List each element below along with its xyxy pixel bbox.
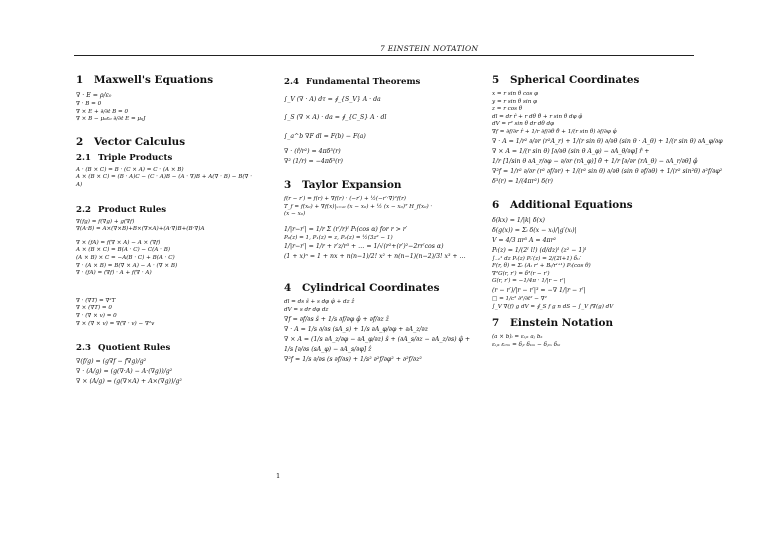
equation-line: δ³(r) = 1/(4πr²) δ(r) (492, 177, 553, 185)
section-heading: 3 Taylor Expansion (284, 179, 402, 191)
column-2 (284, 74, 480, 365)
equation-line: V = 4/3 πr³ A = 4πr² (492, 236, 557, 244)
column-3 (492, 74, 723, 349)
equation-line: ∇²G(r, r′) = δ³(r − r′) (492, 270, 550, 277)
section-heading: 4 Cylindrical Coordinates (284, 282, 440, 295)
subsection-heading: 2.1 Triple Products (76, 152, 173, 163)
equation-line: ∇ × B − μ₀ε₀ ∂/∂t E = μ₀J (76, 116, 146, 123)
equation-line: ∇ · (∇T) = ∇²T (76, 297, 116, 304)
equation-line: ∇ × (∇ × v) = ∇(∇ · v) − ∇²v (76, 320, 155, 327)
section-heading: 7 Einstein Notation (492, 317, 613, 330)
equation-line: z = r cos θ (492, 106, 523, 113)
page-number: 1 (276, 472, 281, 480)
equation-line: P₀(z) = 1, P₁(z) = z, P₂(z) = ½(3z² − 1) (284, 234, 393, 241)
equation-line: ∇ × (A/g) = (g(∇×A) + A×(∇g))/g² (76, 378, 182, 386)
equation-line: δ(kx) = 1/|k| δ(x) (492, 216, 545, 224)
equation-line: ∇²f = 1/r² ∂/∂r (r² ∂f/∂r) + 1/(r² sin θ) ∂/∂θ (sin θ ∂f/∂θ) + 1/(r² sin²θ) ∂²f/∂φ² (492, 167, 723, 175)
equation-line: ∫_a^b ∇F dl = F(b) − F(a) (284, 133, 366, 140)
equation-line: y = r sin θ sin φ (492, 98, 537, 105)
subsection-heading: 2.2 Product Rules (76, 204, 167, 215)
equation-line: ∇² (1/r) = −4πδ³(r) (284, 158, 343, 165)
equation-line: T_f = f(x₀) + ∇f(x)|ₓ₌ₓ₀ (x − x₀) + ½ (x − x₀)ᵀ H_f(x₀) · (284, 203, 433, 210)
equation-line: 1/r [1/sin θ ∂A_r/∂φ − ∂/∂r (rA_φ)] θ̂ + 1/r [∂/∂r (rA_θ) − ∂A_r/∂θ] φ̂ (492, 157, 698, 165)
equation-line: ∫_V (∇ · A) dτ = ∮_{S_V} A · da (284, 96, 381, 103)
equation-line: ∇ · (∇ × v) = 0 (76, 312, 117, 319)
equation-line: ∫_V ∇(f) g dV = ∮_S f g n dS − ∫_V f∇(g) dV (492, 303, 614, 310)
equation-line: A × (B × C) = (B · A)C − (C · A)B − (A · ∇)B + A(∇ · B) − B(∇ · (76, 174, 253, 181)
equation-line: ∇ · B = 0 (76, 101, 102, 107)
equation-line: (A × B) × C = −A(B · C) + B(A · C) (76, 254, 175, 261)
running-header: 7 EINSTEIN NOTATION (380, 44, 479, 53)
equation-line: ∇ · A = 1/s ∂/∂s (sA_s) + 1/s ∂A_φ/∂φ + ∂A_z/∂z (284, 325, 429, 333)
equation-line: dl = ds ŝ + s dφ φ̂ + dz ẑ (284, 299, 355, 306)
section-heading: 5 Spherical Coordinates (492, 74, 640, 86)
equation-line: A) (76, 181, 83, 188)
equation-line: A × (B × C) = B(A · C) − C(A · B) (76, 247, 171, 254)
equation-line: ∫₋₁¹ dz Pₗ(z) Pₗ′(z) = 2/(2l+1) δₗₗ′ (492, 255, 582, 262)
equation-line: dV = r² sin θ dr dθ dφ (492, 121, 555, 128)
equation-line: ∇ · E = ρ/ε₀ (76, 92, 112, 99)
equation-line: ∇ × E + ∂/∂t B = 0 (76, 108, 129, 115)
equation-line: G(r, r′) = −1/4π · 1/|r − r′| (492, 278, 566, 285)
equation-line: (1 + x)ⁿ = 1 + nx + n(n−1)/2! x² + n(n−1)(n−2)/3! x³ + … (284, 253, 466, 261)
equation-line: ∇(f/g) = (g∇f − f∇g)/g² (76, 358, 147, 366)
equation-line: dl = dr r̂ + r dθ θ̂ + r sin θ dφ φ̂ (492, 113, 583, 120)
equation-line: ∇ · (A/g) = (g(∇·A) − A·(∇g))/g² (76, 368, 173, 376)
equation-line: F(r, θ) = Σₗ (Aₗ rˡ + Bₗ/rˡ⁺¹) Pₗ(cos θ) (492, 263, 591, 270)
equation-line: □ = 1/c² ∂²/∂t² − ∇² (492, 295, 547, 302)
equation-line: ∇(A·B) = A×(∇×B)+B×(∇×A)+(A·∇)B+(B·∇)A (76, 226, 205, 233)
equation-line: ∇f = ∂f/∂s ŝ + 1/s ∂f/∂φ φ̂ + ∂f/∂z ẑ (284, 315, 389, 323)
equation-line: Pₗ(z) = 1/(2ˡ l!) (d/dz)ˡ (z² − 1)ˡ (492, 246, 587, 254)
section-heading: 1 Maxwell's Equations (76, 74, 214, 86)
equation-line: ∇ · (r̂/r²) = 4πδ³(r) (284, 148, 341, 155)
equation-line: (r − r′)/|r − r′|³ = −∇ 1/|r − r′| (492, 286, 586, 294)
subsection-heading: 2.3 Quotient Rules (76, 343, 171, 354)
column-1 (76, 74, 272, 387)
equation-line: 1/s [∂/∂s (sA_φ) − ∂A_s/∂φ] ẑ (284, 345, 372, 353)
header-rule (74, 55, 694, 56)
equation-line: ∇(fg) = f(∇g) + g(∇f) (76, 218, 135, 225)
equation-line: x = r sin θ cos φ (492, 91, 539, 97)
equation-line: A · (B × C) = B · (C × A) = C · (A × B) (76, 166, 184, 173)
equation-line: ∇ × A = (1/s ∂A_z/∂φ − ∂A_φ/∂z) ŝ + (∂A_s/∂z − ∂A_z/∂s) φ̂ + (284, 335, 471, 343)
equation-line: ∇²f = 1/s ∂/∂s (s ∂f/∂s) + 1/s² ∂²f/∂φ² + ∂²f/∂z² (284, 355, 422, 363)
equation-line: ∇ × A = 1/(r sin θ) [∂/∂θ (sin θ A_φ) − ∂A_θ/∂φ] r̂ + (492, 147, 650, 155)
subsection-heading: 2.4 Fundamental Theorems (284, 77, 421, 87)
equation-line: ∇ · A = 1/r² ∂/∂r (r²A_r) + 1/(r sin θ) ∂/∂θ (sin θ · A_θ) + 1/(r sin θ) ∂A_φ/∂φ (492, 137, 723, 145)
equation-line: 1/|r−r′| = 1/r Σ (r′/r)ˡ Pₗ(cos α) for r > r′ (284, 225, 408, 233)
equation-line: δ(g(x)) = Σᵢ δ(x − xᵢ)/|g′(xᵢ)| (492, 226, 577, 234)
equation-line: ∇ × (∇T) = 0 (76, 305, 112, 312)
equation-line: ∇f = ∂f/∂r r̂ + 1/r ∂f/∂θ θ̂ + 1/(r sin θ) ∂f/∂φ φ̂ (492, 128, 617, 135)
equation-line: dV = s dr dφ dz (284, 306, 329, 313)
equation-line: f(r − r′) = f(r) + ∇f(r) · (−r′) + ½(−r′·∇)²f(r) (284, 196, 406, 202)
equation-line: ∇ · (fA) = (∇f) · A + f(∇ · A) (76, 270, 152, 277)
equation-line: εᵢⱼₖ εᵢₗₘ = δⱼₗ δₖₘ − δⱼₘ δₖₗ (492, 341, 561, 348)
equation-line: (x − x₀) (284, 211, 306, 218)
equation-line: ∫_S (∇ × A) · da = ∮_{C_S} A · dl (284, 114, 387, 121)
section-heading: 6 Additional Equations (492, 198, 633, 211)
equation-line: (a × b)ᵢ = εᵢⱼₖ aⱼ bₖ (492, 334, 543, 341)
equation-line: ∇ × (fA) = f(∇ × A) − A × (∇f) (76, 239, 161, 246)
equation-line: ∇ · (A × B) = B(∇ × A) − A · (∇ × B) (76, 262, 178, 269)
equation-line: 1/|r−r′| = 1/r + r′z/r³ + … = 1/√(r²+(r′)²−2rr′cos α) (284, 243, 444, 251)
section-heading: 2 Vector Calculus (76, 135, 186, 148)
